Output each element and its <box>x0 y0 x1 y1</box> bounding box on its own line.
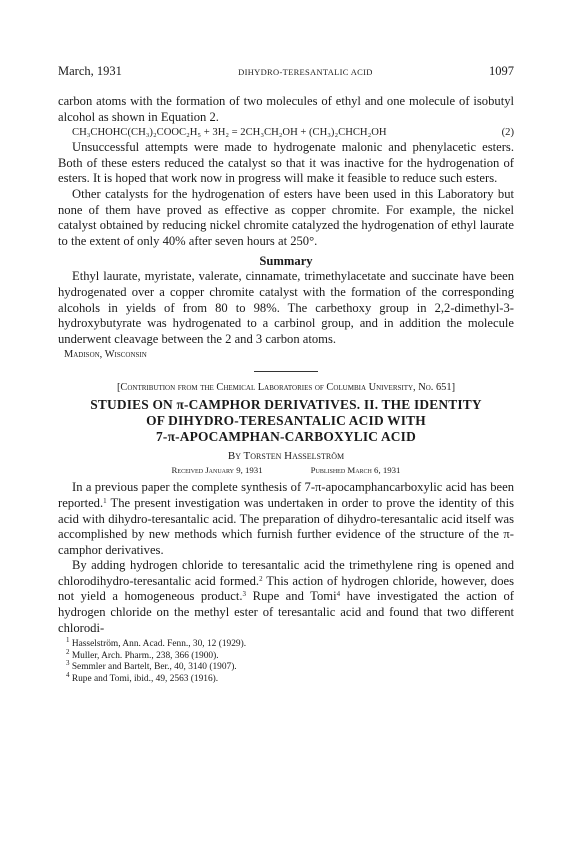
footnote-ref-4: 4 <box>336 590 341 599</box>
paragraph-other-catalysts: Other catalysts for the hydrogenation of esters have been used in this Laboratory but none of them have proved as effective as copper chromite. For example, the nickel catalyst obtained by reducing nickel chromite catalyzed the hydrogenation of ethyl laurate to the extent of only 40% after seven hours at 250°. <box>58 186 514 248</box>
article-title <box>58 397 514 445</box>
footnote-ref-2: 2 <box>259 574 263 583</box>
footnote-text: Muller, Arch. Pharm., 238, 366 (1900). <box>71 650 219 661</box>
body2-text-c: Rupe and Tomi <box>246 589 337 604</box>
title-line-1: STUDIES ON π-CAMPHOR DERIVATIVES. II. THE IDENTITY <box>90 397 482 413</box>
body-paragraph-2 <box>58 558 514 636</box>
equation-number: (2) <box>501 127 514 139</box>
header-title: DIHYDRO-TERESANTALIC ACID <box>238 67 373 77</box>
footnotes <box>58 636 514 685</box>
equation-2 <box>58 125 514 140</box>
body1-text-a: In a previous paper the complete synthesis of 7-π-apocamphancarboxylic acid has been reported. <box>58 480 514 510</box>
body1-text-b: The present investigation was undertaken in order to prove the identity of this acid with dihydro-teresantalic acid. The preparation of dihydro-teresantalic acid itself was accomplished by new methods which furnish further evidence of the structure of the π-camphor derivatives. <box>58 495 514 557</box>
footnote <box>58 636 514 651</box>
header-date: March, 1931 <box>58 64 122 78</box>
dates-line <box>58 465 514 475</box>
summary-text: Ethyl laurate, myristate, valerate, cinnamate, trimethylacetate and succinate have been hydrogenated over a copper chromite catalyst with the formation of the corresponding alcohols in yields of from 80 to 98%. The carbethoxy group in 2,2-dimethyl-3-hydroxybutyrate was hydrogenated to a carbinol group, and in addition the molecule underwent cleavage between the 2 and 3 carbon atoms. <box>58 269 514 346</box>
footnote-mark: 3 <box>66 659 70 668</box>
page-number: 1097 <box>489 64 514 78</box>
contribution-line: [Contribution from the Chemical Laboratories of Columbia University, No. 651] <box>116 382 456 394</box>
journal-page <box>58 64 514 686</box>
location: Madison, Wisconsin <box>64 349 147 361</box>
footnote-ref-1: 1 <box>103 496 107 505</box>
body-paragraph-1 <box>58 480 514 558</box>
title-line-3: 7-π-APOCAMPHAN-CARBOXYLIC ACID <box>156 429 416 445</box>
paragraph-continued: carbon atoms with the formation of two molecules of ethyl and one molecule of isobutyl alcohol as shown in Equation 2. <box>58 94 514 124</box>
footnote-ref-3: 3 <box>242 590 247 599</box>
footnote <box>58 647 514 663</box>
footnote-text: Semmler and Bartelt, Ber., 40, 3140 (1907). <box>71 662 237 673</box>
section-divider <box>254 371 318 372</box>
published-date: Published March 6, 1931 <box>310 465 401 476</box>
footnote-mark: 2 <box>66 647 70 656</box>
footnote-text: Hasselström, Ann. Acad. Fenn., 30, 12 (1929). <box>71 639 247 650</box>
footnote <box>58 659 514 674</box>
equation-text: CH₃CHOHC(CH₃)₂COOC₂H₅ + 3H₂ = 2CH₃CH₂OH + (CH₃)₂CHCH₂OH <box>72 127 387 139</box>
footnote-mark: 1 <box>66 636 70 645</box>
author-byline: By Torsten Hasselström <box>227 450 345 463</box>
footnote-mark: 4 <box>66 671 70 680</box>
summary-heading: Summary <box>259 254 313 269</box>
body2-text-d: have investigated the action of hydrogen chloride on the methyl ester of teresantalic acid and found that two different chlorodi- <box>58 589 514 635</box>
body2-text-a: By adding hydrogen chloride to teresantalic acid the trimethylene ring is opened and chlorodihydro-teresantalic acid formed. <box>58 558 514 588</box>
received-date: Received January 9, 1931 <box>171 465 263 476</box>
footnote-text: Rupe and Tomi, ibid., 49, 2563 (1916). <box>71 674 219 685</box>
running-header <box>58 64 514 79</box>
paragraph-unsuccessful: Unsuccessful attempts were made to hydrogenate malonic and phenylacetic esters. Both of these esters reduced the catalyst so that it was inactive for the hydrogenation of esters. It is hoped that work now in progress will make it feasible to reduce such esters. <box>58 140 514 186</box>
body2-text-b: This action of hydrogen chloride, however, does not yield a homogeneous product. <box>58 573 515 604</box>
footnote <box>58 671 514 686</box>
title-line-2: OF DIHYDRO-TERESANTALIC ACID WITH <box>146 413 426 429</box>
